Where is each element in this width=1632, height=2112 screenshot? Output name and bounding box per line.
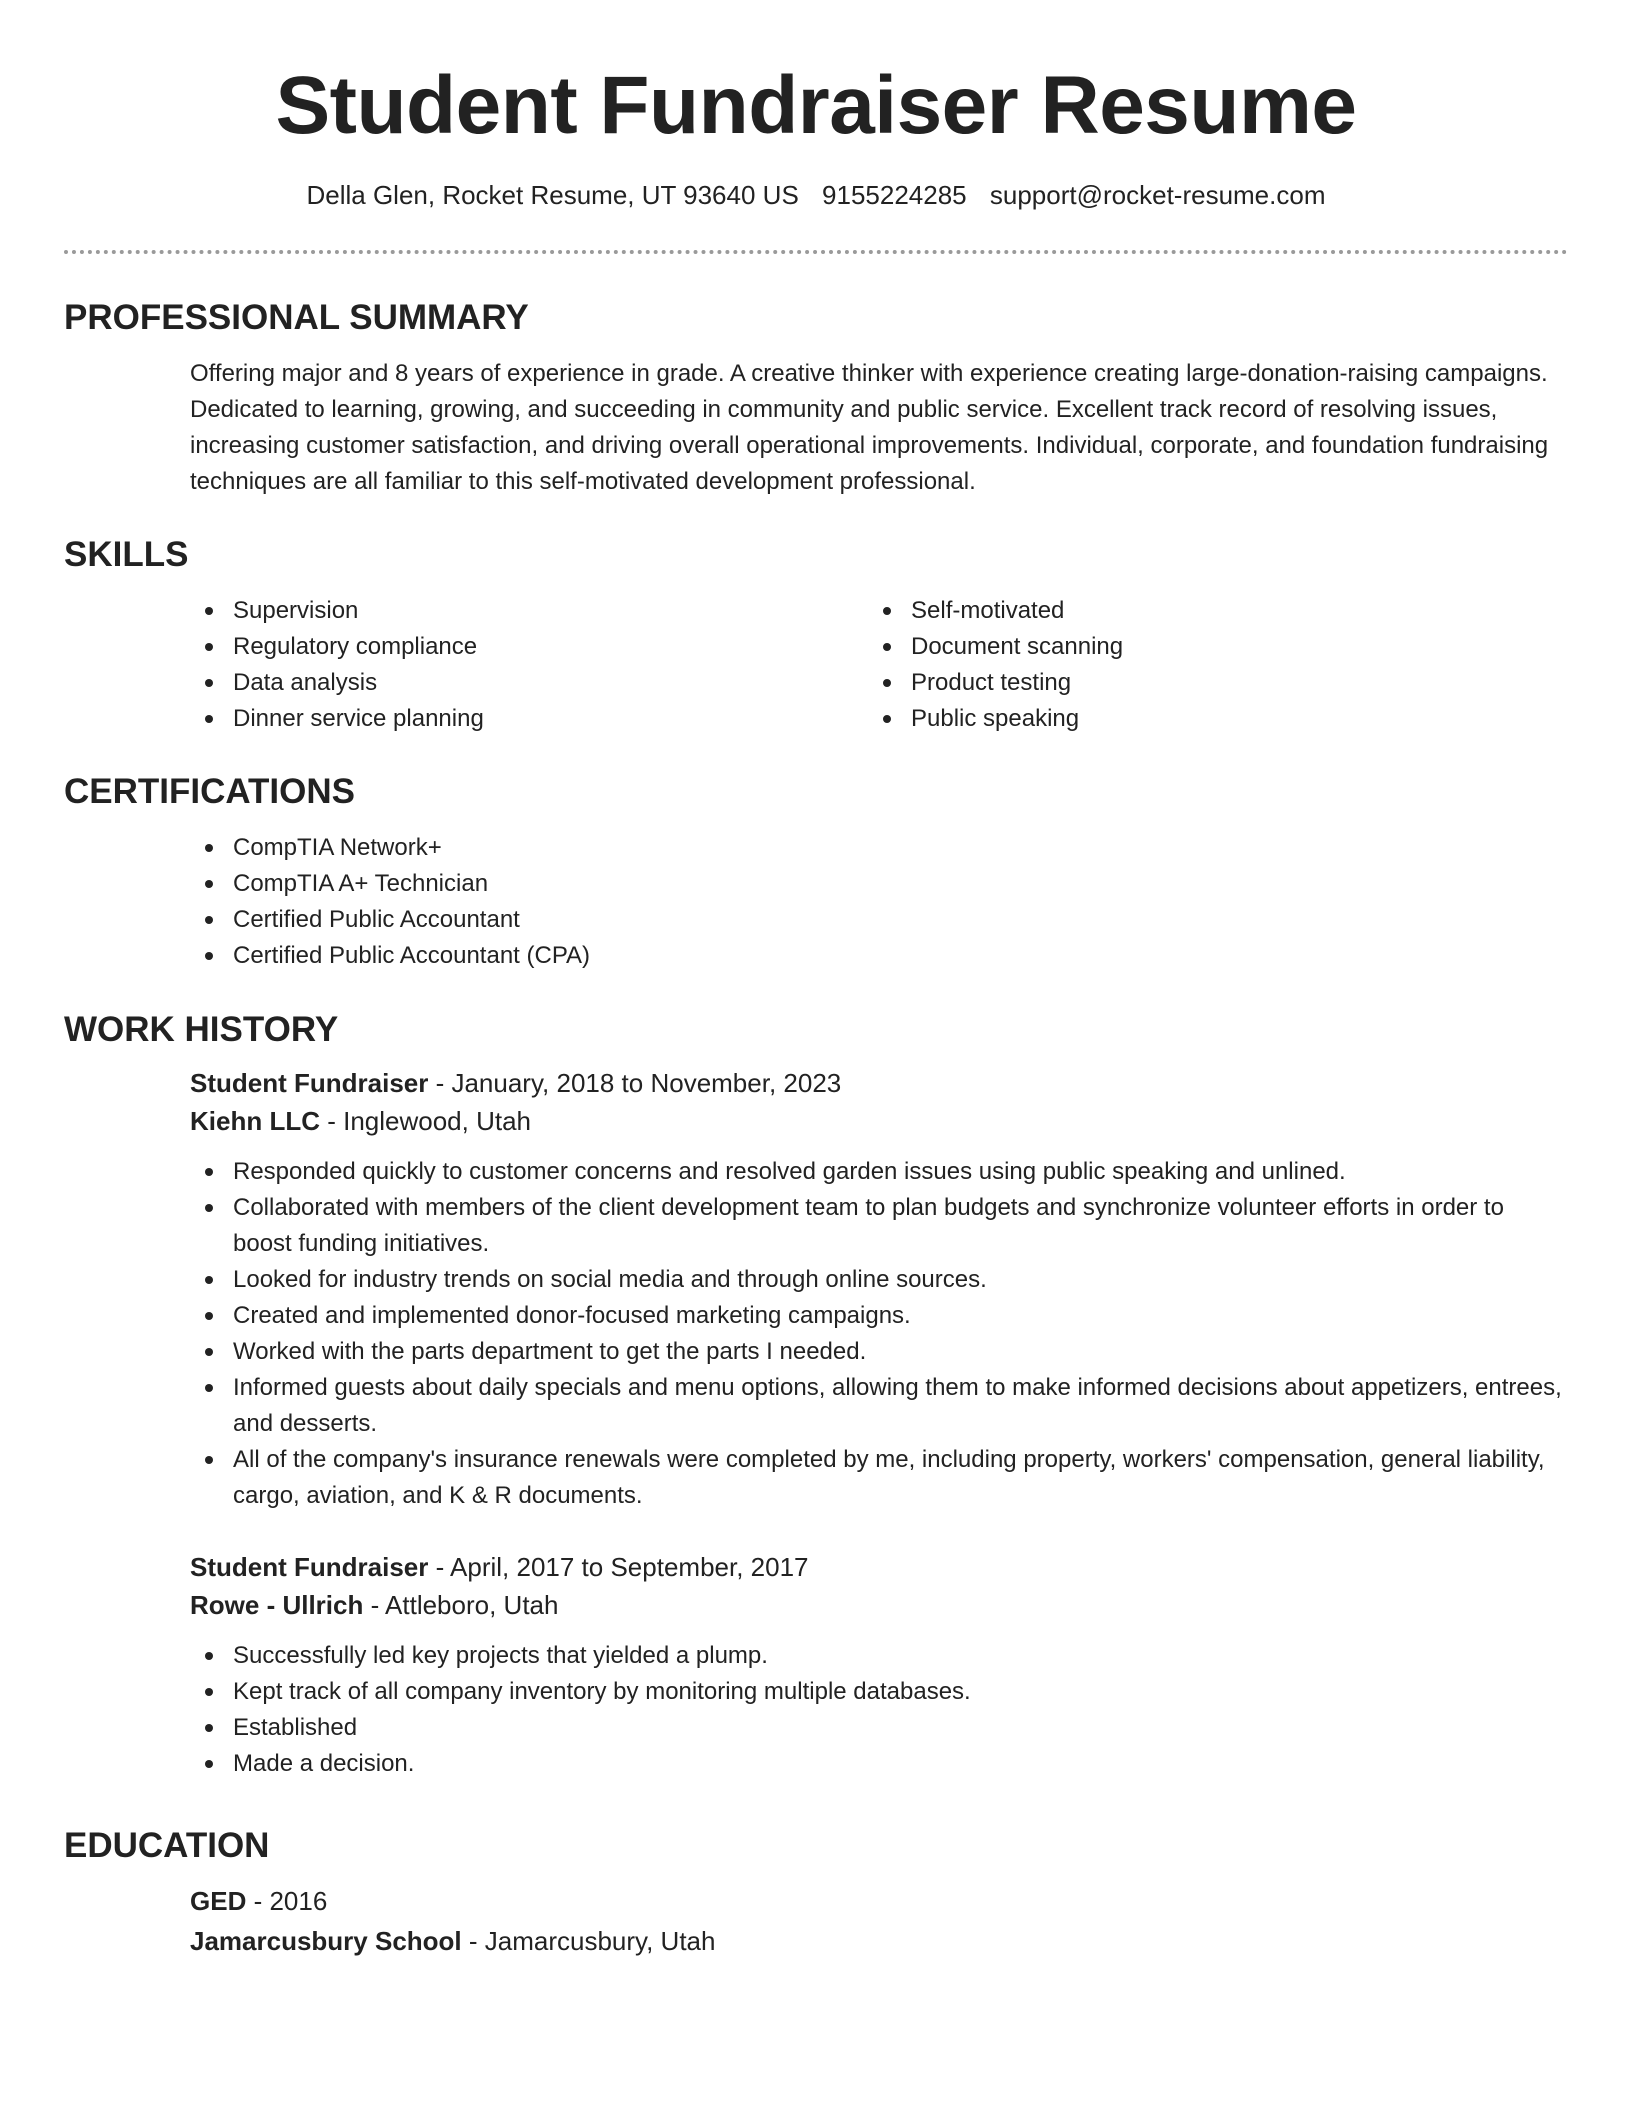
skills-section (64, 533, 1568, 737)
job-bullet: Successfully led key projects that yielded a plump. (190, 1638, 1568, 1674)
job-title: Student Fundraiser (190, 1552, 429, 1582)
skill-item: Supervision (190, 593, 868, 629)
job-bullet-list (190, 1638, 1568, 1782)
education-degree: GED (190, 1886, 247, 1916)
job-bullet: All of the company's insurance renewals were completed by me, including property, workers' compensation, general liability, cargo, aviation, and K & R documents. (190, 1442, 1568, 1514)
skills-list-left (190, 593, 868, 737)
job-title-line (190, 1548, 1568, 1586)
contact-address: Della Glen, Rocket Resume, UT 93640 US (306, 180, 799, 210)
skill-item: Document scanning (868, 629, 1546, 665)
skill-item: Self-motivated (868, 593, 1546, 629)
job-bullet: Made a decision. (190, 1746, 1568, 1782)
skills-grid (190, 593, 1568, 737)
skill-item: Product testing (868, 665, 1546, 701)
education-degree-line (190, 1882, 1568, 1920)
resume-title: Student Fundraiser Resume (275, 60, 1357, 151)
job-dates: - January, 2018 to November, 2023 (428, 1068, 842, 1098)
job-bullet: Responded quickly to customer concerns and resolved garden issues using public speaking and unlined. (190, 1154, 1568, 1190)
job-bullet: Collaborated with members of the client development team to plan budgets and synchronize volunteer efforts in order to boost funding initiatives. (190, 1190, 1568, 1262)
job-company-line (190, 1586, 1568, 1624)
education-location: - Jamarcusbury, Utah (461, 1926, 716, 1956)
job-company-line (190, 1102, 1568, 1140)
work-history-section (64, 1008, 1568, 1782)
header-divider (64, 250, 1568, 254)
resume-page (64, 0, 1568, 1956)
education-school: Jamarcusbury School (190, 1926, 462, 1956)
contact-email: support@rocket-resume.com (989, 180, 1326, 210)
job-bullet: Kept track of all company inventory by monitoring multiple databases. (190, 1674, 1568, 1710)
certification-item: CompTIA A+ Technician (190, 866, 1568, 902)
skill-item: Dinner service planning (190, 701, 868, 737)
certifications-section (64, 770, 1568, 974)
certification-item: CompTIA Network+ (190, 830, 1568, 866)
job-location: - Inglewood, Utah (320, 1106, 532, 1136)
job-bullet: Worked with the parts department to get the parts I needed. (190, 1334, 1568, 1370)
job-bullet: Created and implemented donor-focused marketing campaigns. (190, 1298, 1568, 1334)
summary-text: Offering major and 8 years of experience in grade. A creative thinker with experience creating large-donation-raising campaigns. Dedicated to learning, growing, and succeeding in community and public service. Excellent track record of resolving issues, increasing customer satisfaction, and driving overall operational improvements. Individual, corporate, and foundation fundraising techniques are all familiar to this self-motivated development professional. (190, 360, 1549, 495)
contact-phone: 9155224285 (822, 180, 967, 210)
job-title: Student Fundraiser (190, 1068, 429, 1098)
job-entry (190, 1064, 1568, 1514)
job-company: Kiehn LLC (190, 1106, 320, 1136)
work-history-heading: WORK HISTORY (64, 1010, 339, 1049)
job-location: - Attleboro, Utah (363, 1590, 559, 1620)
summary-section (64, 296, 1568, 500)
job-bullet: Established (190, 1710, 1568, 1746)
certifications-list (190, 830, 1568, 974)
education-heading: EDUCATION (64, 1826, 270, 1865)
education-year: - 2016 (246, 1886, 328, 1916)
job-company: Rowe - Ullrich (190, 1590, 364, 1620)
job-bullet: Looked for industry trends on social media and through online sources. (190, 1262, 1568, 1298)
job-bullet: Informed guests about daily specials and menu options, allowing them to make informed decisions about appetizers, entrees, and desserts. (190, 1370, 1568, 1442)
certification-item: Certified Public Accountant (CPA) (190, 938, 1568, 974)
skills-heading: SKILLS (64, 535, 189, 574)
skill-item: Regulatory compliance (190, 629, 868, 665)
certifications-heading: CERTIFICATIONS (64, 772, 356, 811)
job-dates: - April, 2017 to September, 2017 (428, 1552, 809, 1582)
skill-item: Data analysis (190, 665, 868, 701)
job-title-line (190, 1064, 1568, 1102)
summary-heading: PROFESSIONAL SUMMARY (64, 298, 529, 337)
education-section (64, 1824, 1568, 1960)
job-entry (190, 1548, 1568, 1782)
skill-item: Public speaking (868, 701, 1546, 737)
job-bullet-list (190, 1154, 1568, 1514)
skills-list-right (868, 593, 1546, 737)
education-school-line (190, 1922, 1568, 1960)
contact-line (64, 178, 1568, 212)
certification-item: Certified Public Accountant (190, 902, 1568, 938)
